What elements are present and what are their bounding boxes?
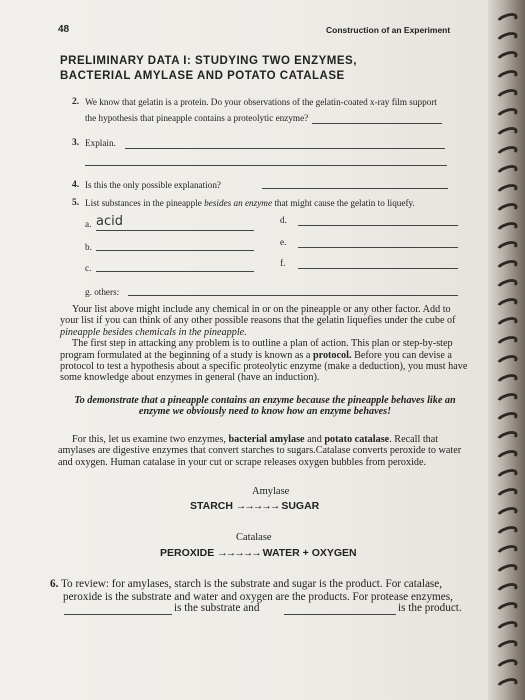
q4-answer-line[interactable] (262, 188, 448, 189)
q5-question: List substances in the pineapple besides an enzyme that might cause the gelatin to liquefy. (85, 198, 415, 208)
q5-item-d-line[interactable] (298, 225, 458, 226)
q4-label: Is this the only possible explanation? (85, 180, 222, 190)
q5-item-a-label: a. (85, 219, 92, 229)
q5-item-e-label: e. (280, 237, 287, 247)
amylase-label: Amylase (252, 486, 290, 497)
q6-line3b: is the product. (398, 602, 462, 614)
q5-number: 5. (72, 198, 80, 208)
q3-answer-line-1[interactable] (125, 148, 445, 149)
q6-product-line[interactable] (284, 614, 396, 615)
q2-line1: We know that gelatin is a protein. Do your observations of the gelatin-coated x-ray film support (85, 97, 437, 107)
amylase-reaction: STARCH →→→→→ SUGAR (190, 500, 320, 512)
q5-item-b-label: b. (85, 242, 92, 252)
q3-label: Explain. (85, 138, 116, 148)
q5-item-c-label: c. (85, 263, 92, 273)
q5-item-g-line[interactable] (128, 295, 458, 296)
emphasis-statement: To demonstrate that a pineapple contains an enzyme because the pineapple behaves like an enzyme we obviously need to know how an enzyme behaves! (74, 395, 456, 418)
q6-paragraph: 6. To review: for amylases, starch is the substrate and sugar is the product. For catalase, peroxide is the substrate and water and oxygen are the products. For protease enzymes, (50, 578, 453, 603)
section-title-line2: BACTERIAL AMYLASE AND POTATO CATALASE (60, 70, 345, 82)
q2-answer-line[interactable] (312, 123, 442, 124)
catalase-arrows: →→→→→ (217, 547, 260, 559)
page-number: 48 (58, 24, 70, 35)
q2-number: 2. (72, 97, 80, 107)
q5-item-g-label: g. others: (85, 287, 120, 297)
section-title-line1: PRELIMINARY DATA I: STUDYING TWO ENZYMES, (60, 55, 357, 67)
q6-substrate-line[interactable] (64, 614, 172, 615)
q5-item-e-line[interactable] (298, 247, 458, 248)
q5-item-c-line[interactable] (96, 271, 254, 272)
q6-number: 6. (50, 578, 59, 590)
q4-number: 4. (72, 180, 80, 190)
running-title: Construction of an Experiment (326, 25, 451, 35)
catalase-label: Catalase (236, 532, 272, 543)
q3-answer-line-2[interactable] (85, 165, 447, 166)
enzymes-paragraph: For this, let us examine two enzymes, bacterial amylase and potato catalase. Recall that amylases are digestive enzymes that convert starches to sugars.Catalase converts peroxide to water and oxygen. Human catalase in your cut or scrape releases oxygen bubbles from peroxide. (58, 434, 462, 468)
q5-item-f-line[interactable] (298, 268, 458, 269)
amylase-arrows: →→→→→ (235, 500, 279, 512)
catalase-reaction: PEROXIDE →→→→→ WATER + OXYGEN (160, 547, 357, 559)
q5-item-d-label: d. (280, 215, 287, 225)
q6-line3a: is the substrate and (174, 602, 260, 614)
q5-item-a-line[interactable] (96, 230, 254, 231)
q2-line2: the hypothesis that pineapple contains a proteolytic enzyme? (85, 113, 309, 123)
q5-item-f-label: f. (280, 258, 286, 268)
intro-paragraph: Your list above might include any chemical in or on the pineapple or any other factor. Add to your list if you can think of any other possible reasons that the gelatin liquefies under the cube of pineapple besides chemicals in the pineapple. The first step in attacking any problem is to outline a plan of action. This plan or step-by-step program formulated at the beginning of a study is known as a protocol. Before you can devise a protocol to test a hypothesis about a specific proteolytic enzyme (make a deduction), you must have some knowledge about enzymes in general (have an induction). (60, 304, 468, 384)
q3-number: 3. (72, 138, 80, 148)
q5-item-b-line[interactable] (96, 250, 254, 251)
q5-item-a-answer: acid (96, 214, 123, 229)
